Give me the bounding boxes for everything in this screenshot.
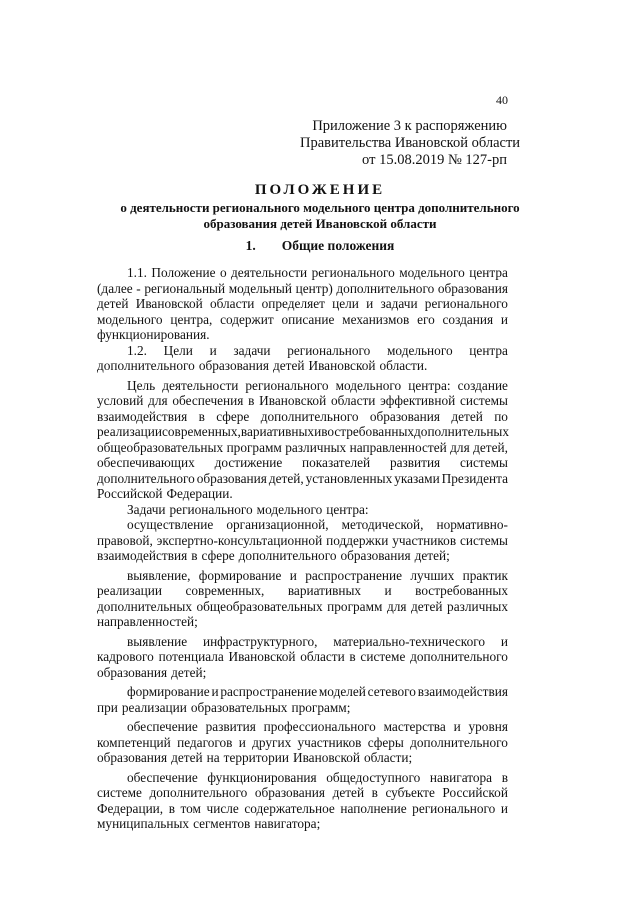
body-line: реализации современных, вариативных и востребованных дополнительных	[97, 424, 510, 439]
body-line: правовой, экспертно-консультационной поддержки участников системы	[97, 532, 508, 548]
annex-line: Приложение 3 к распоряжению	[312, 118, 507, 134]
body-line: обеспечение функционирования общедоступного навигатора в	[127, 769, 508, 785]
body-line: кадрового потенциала Ивановской области в системе дополнительного	[97, 649, 508, 664]
body-line: системе дополнительного образования детей в субъекте Российской	[97, 785, 508, 800]
body-line: выявление инфраструктурного, материально-технического и	[127, 633, 508, 649]
document-subtitle	[100, 200, 540, 232]
body-line: муниципальных сегментов навигатора;	[97, 816, 321, 831]
page-number: 40	[496, 93, 508, 107]
body-line: модельного центра, содержит описание механизмов его создания и	[97, 311, 508, 327]
section-number: 1.	[245, 238, 256, 253]
subtitle-line: образования детей Ивановской области	[203, 216, 437, 231]
body-line: дополнительного образования детей Ивановской области.	[97, 358, 428, 373]
subtitle-line: о деятельности регионального модельного центра дополнительного	[120, 200, 520, 215]
body-line: взаимодействия в сфере дополнительного образования детей;	[97, 548, 450, 563]
annex-line: от 15.08.2019 № 127-рп	[362, 152, 507, 168]
body-line: образования детей на территории Ивановской области;	[97, 750, 413, 765]
section-title: Общие положения	[281, 238, 395, 253]
body-line: образования детей;	[97, 664, 207, 680]
body-line: дополнительных общеобразовательных программ для детей различных	[97, 598, 508, 614]
body-line: 1.2. Цели и задачи регионального модельного центра	[127, 342, 508, 358]
body-line: выявление, формирование и распространение лучших практик	[127, 567, 508, 583]
annex-line: Правительства Ивановской области	[300, 135, 521, 151]
body-line: условий для обеспечения в Ивановской области эффективной системы	[97, 393, 508, 408]
body-line: функционирования.	[97, 327, 210, 342]
body-line: реализации современных, вариативных и востребованных	[97, 583, 508, 598]
body-line: общеобразовательных программ различных направленностей для детей,	[97, 439, 508, 455]
annex-reference	[300, 118, 521, 169]
body-line: Федерации, в том числе содержательное наполнение регионального и	[97, 800, 508, 816]
body-line: Задачи регионального модельного центра:	[127, 501, 369, 517]
body-line: дополнительного образования детей, установленных указами Президента	[97, 470, 508, 486]
body-line: взаимодействия в сфере дополнительного образования детей по	[97, 408, 508, 424]
body-line: 1.1. Положение о деятельности регионального модельного центра	[127, 265, 508, 280]
body-line: компетенций педагогов и других участников сферы дополнительного	[97, 734, 508, 750]
section-heading	[0, 238, 640, 254]
body-line: Российской Федерации.	[97, 486, 233, 501]
body-line: при реализации образовательных программ;	[97, 699, 351, 715]
body-line: обеспечение развития профессионального мастерства и уровня	[127, 719, 508, 734]
body-line: Цель деятельности регионального модельного центра: создание	[127, 377, 508, 393]
document-title: ПОЛОЖЕНИЕ	[254, 182, 386, 198]
body-line: осуществление организационной, методической, нормативно-	[127, 517, 508, 532]
body-line: формирование и распространение моделей сетевого взаимодействия	[127, 684, 508, 699]
body-line: обеспечивающих достижение показателей развития системы	[97, 455, 508, 470]
body-line: (далее - региональный модельный центр) дополнительного образования	[97, 280, 508, 296]
body-line: детей Ивановской области определяет цели и задачи регионального	[97, 296, 508, 311]
body-line: направленностей;	[97, 614, 198, 629]
document-body	[97, 265, 508, 832]
